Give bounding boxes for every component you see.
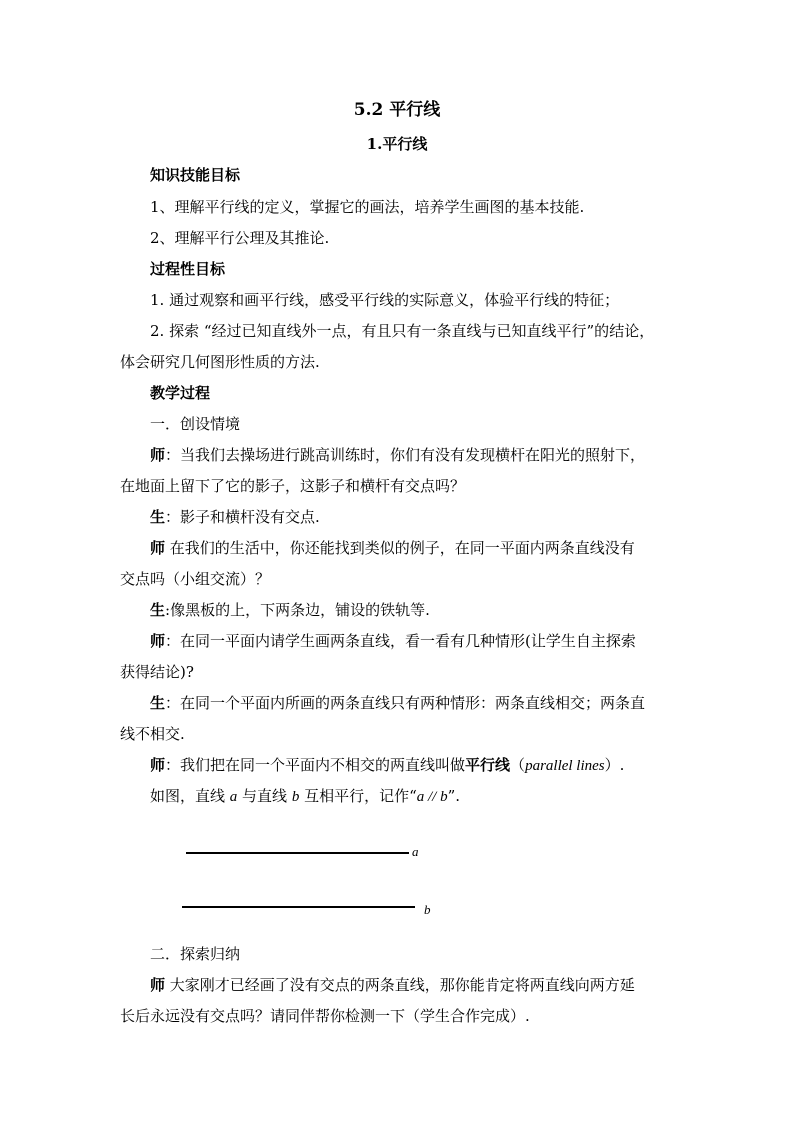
page-subtitle: 1.平行线 [366, 135, 428, 153]
heading-knowledge-goals: 知识技能目标 [150, 166, 241, 184]
dialogue-5-line-1: 师：在同一平面内请学生画两条直线，看一看有几种情形(让学生自主探索 [150, 632, 636, 650]
process-item-2-line-2: 体会研究几何图形性质的方法. [120, 353, 320, 371]
knowledge-item-1: 1、理解平行线的定义，掌握它的画法，培养学生画图的基本技能. [150, 198, 585, 216]
dialogue-6-line-1: 生：在同一个平面内所画的两条直线只有两种情形：两条直线相交；两条直 [150, 694, 646, 712]
speaker-label: 生 [150, 601, 166, 619]
term-parallel-lines: 平行线 [465, 756, 511, 774]
dialogue-1-line-2: 在地面上留下了它的影子，这影子和横杆有交点吗？ [120, 477, 466, 495]
line-b-label: b [424, 902, 431, 917]
heading-teaching-process: 教学过程 [150, 384, 211, 402]
process-item-1: 1. 通过观察和画平行线，感受平行线的实际意义，体验平行线的特征； [150, 291, 620, 309]
speaker-label: 师 [150, 632, 166, 650]
dialogue-2: 生：影子和横杆没有交点. [150, 508, 320, 526]
speaker-label: 师 [150, 446, 166, 464]
speaker-label: 师 [150, 976, 166, 994]
dialogue-3-line-1: 师 在我们的生活中，你还能找到类似的例子，在同一平面内两条直线没有 [150, 539, 635, 557]
dialogue-8-line-1: 师 大家刚才已经画了没有交点的两条直线，那你能肯定将两直线向两方延 [150, 976, 635, 994]
line-a [186, 852, 409, 854]
line-a-label: a [412, 844, 419, 859]
speaker-label: 生 [150, 694, 166, 712]
part-2-heading: 二．探索归纳 [150, 945, 241, 963]
dialogue-3-line-2: 交点吗（小组交流）？ [120, 570, 271, 588]
dialogue-7: 师：我们把在同一个平面内不相交的两直线叫做平行线（parallel lines）. [150, 756, 625, 774]
knowledge-item-2: 2、理解平行公理及其推论. [150, 229, 330, 247]
parallel-lines-figure [152, 828, 452, 932]
dialogue-6-line-2: 线不相交. [120, 725, 185, 743]
speaker-label: 生 [150, 508, 166, 526]
page-title: 5.2 平行线 [353, 100, 441, 120]
heading-process-goals: 过程性目标 [150, 260, 226, 278]
dialogue-4: 生:像黑板的上，下两条边，铺设的铁轨等. [150, 601, 430, 619]
dialogue-1-line-1: 师：当我们去操场进行跳高训练时，你们有没有发现横杆在阳光的照射下， [150, 446, 646, 464]
parallel-notation: a // b [416, 789, 448, 805]
part-1-heading: 一．创设情境 [150, 415, 241, 433]
process-item-2-line-1: 2. 探索 “经过已知直线外一点，有且只有一条直线与已知直线平行”的结论， [150, 322, 655, 340]
figure-caption-line: 如图，直线 a 与直线 b 互相平行，记作“a // b”. [150, 787, 461, 805]
dialogue-5-line-2: 获得结论)? [120, 663, 194, 681]
english-term: parallel lines [525, 758, 605, 774]
speaker-label: 师 [150, 756, 166, 774]
speaker-label: 师 [150, 539, 166, 557]
dialogue-8-line-2: 长后永远没有交点吗？请同伴帮你检测一下（学生合作完成）. [120, 1007, 530, 1025]
line-b [182, 906, 415, 908]
